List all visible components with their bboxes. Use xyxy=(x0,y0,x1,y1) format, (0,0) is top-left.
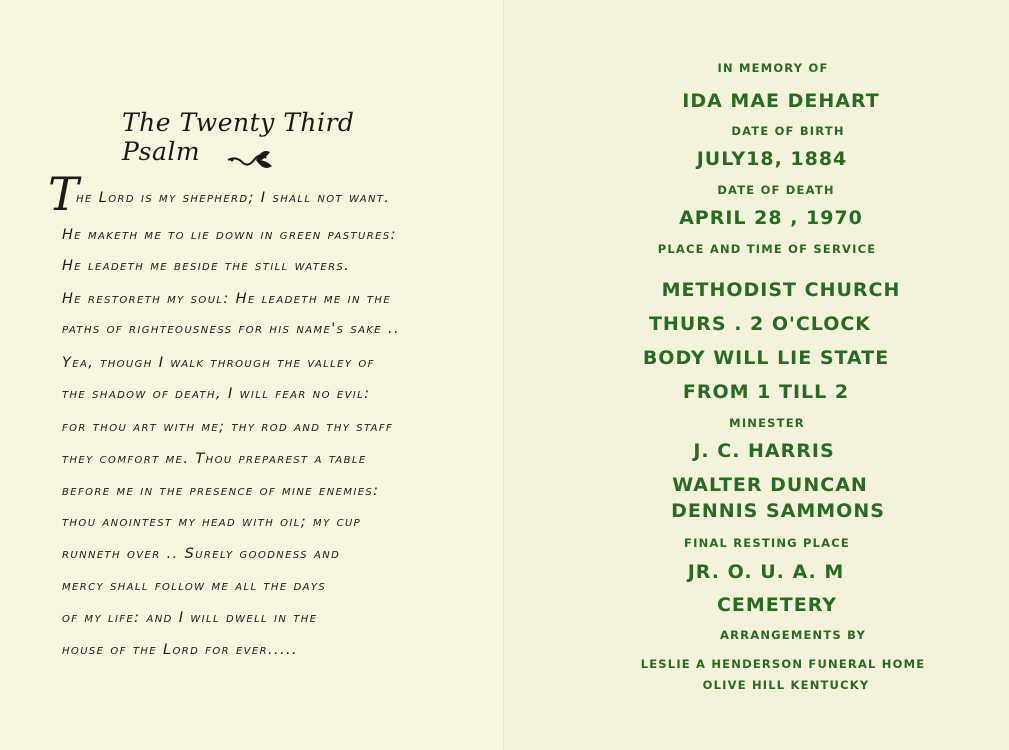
minister-name: DENNIS SAMMONS xyxy=(671,500,885,522)
deceased-name: IDA MAE DEHART xyxy=(682,90,880,112)
psalm-line: He leadeth me beside the still waters. xyxy=(62,258,351,274)
death-label: DATE OF DEATH xyxy=(717,183,835,197)
psalm-line: house of the Lord for ever..... xyxy=(62,642,299,658)
psalm-line: paths of righteousness for his name's sake .. xyxy=(62,321,401,337)
service-time: THURS . 2 O'CLOCK xyxy=(648,313,872,335)
psalm-line xyxy=(48,166,391,221)
funeral-home-location: OLIVE HILL KENTUCKY xyxy=(702,678,870,692)
psalm-line: thou anointest my head with oil; my cup xyxy=(62,514,362,530)
memorial-page xyxy=(505,0,1009,750)
psalm-line: Yea, though I walk through the valley of xyxy=(62,355,375,371)
psalm-line: He maketh me to lie down in green pastures: xyxy=(62,227,397,243)
psalm-drop-cap: T xyxy=(48,167,81,221)
minister-name: WALTER DUNCAN xyxy=(672,474,868,496)
funeral-home: LESLIE A HENDERSON FUNERAL HOME xyxy=(640,657,926,671)
in-memory-label: IN MEMORY OF xyxy=(717,61,829,75)
service-label: PLACE AND TIME OF SERVICE xyxy=(657,242,877,256)
psalm-title: The Twenty Third Psalm xyxy=(122,108,355,166)
psalm-line: runneth over .. Surely goodness and xyxy=(62,546,341,562)
resting-place-line-2: CEMETERY xyxy=(716,594,838,616)
psalm-line: before me in the presence of mine enemies: xyxy=(62,483,380,499)
resting-place-line-1: JR. O. U. A. M xyxy=(687,561,845,583)
psalm-line: they comfort me. Thou preparest a table xyxy=(62,451,367,467)
resting-place-label: FINAL RESTING PLACE xyxy=(684,536,850,550)
psalm-line-text: he Lord is my shepherd; I shall not want. xyxy=(76,190,391,206)
church-name: METHODIST CHURCH xyxy=(661,279,901,301)
psalm-line: for thou art with me; thy rod and thy staff xyxy=(62,419,394,435)
minister-label: MINESTER xyxy=(729,416,805,430)
arrangements-label: ARRANGEMENTS BY xyxy=(720,628,866,642)
birth-label: DATE OF BIRTH xyxy=(731,124,845,138)
lie-state-time: FROM 1 TILL 2 xyxy=(682,381,850,403)
psalm-line: He restoreth my soul: He leadeth me in the xyxy=(62,291,392,307)
psalm-line: the shadow of death, I will fear no evil: xyxy=(62,386,371,402)
minister-name: J. C. HARRIS xyxy=(693,440,835,462)
death-date: APRIL 28 , 1970 xyxy=(679,207,863,229)
lie-state-text: BODY WILL LIE STATE xyxy=(642,347,890,369)
psalm-line: of my life: and I will dwell in the xyxy=(62,610,318,626)
birth-date: JULY18, 1884 xyxy=(696,148,848,170)
psalm-line: mercy shall follow me all the days xyxy=(62,578,327,594)
